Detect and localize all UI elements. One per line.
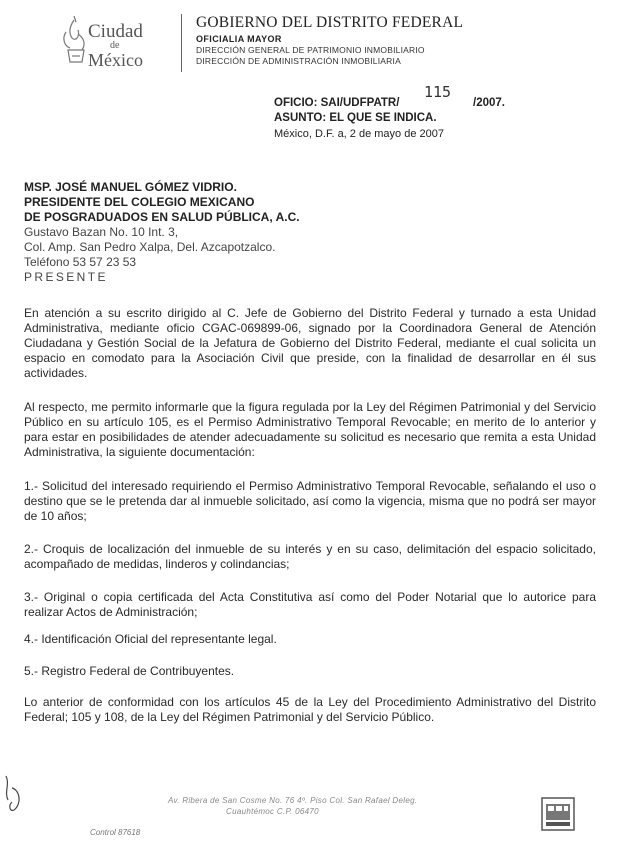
government-title: GOBIERNO DEL DISTRITO FEDERAL bbox=[196, 14, 464, 31]
footer-address-line2: Cuauhtémoc C.P. 06470 bbox=[226, 807, 319, 816]
asunto: ASUNTO: EL QUE SE INDICA. bbox=[274, 112, 437, 124]
paragraph-intro: En atención a su escrito dirigido al C. Jefe de Gobierno del Distrito Federal y turnado a esta Unidad Administrativa, mediante oficio CGAC-069899-06, signado por la Coordinadora General de Atención Ciudadana y Gestión Social de la Jefatura de Gobierno del Distrito Federal, mediante el cual solicita un espacio en comodato para la Asociación Civil que preside, con la finalidad de desarrollar en él sus actividades. bbox=[24, 306, 596, 380]
header-divider bbox=[181, 14, 182, 72]
footer-address-line1: Av. Ribera de San Cosme No. 76 4º. Piso Col. San Rafael Deleg. bbox=[168, 796, 418, 805]
addressee-organization: DE POSGRADUADOS EN SALUD PÚBLICA, A.C. bbox=[24, 210, 300, 224]
paragraph-closing: Lo anterior de conformidad con los artículos 45 de la Ley del Procedimiento Administrativo del Distrito Federal; 105 y 108, de la Ley del Régimen Patrimonial y del Servicio Público. bbox=[24, 695, 596, 724]
logo-line-de: de bbox=[110, 40, 120, 51]
addressee-phone: Teléfono 53 57 23 53 bbox=[24, 255, 137, 269]
directorate-admin: DIRECCIÓN DE ADMINISTRACIÓN INMOBILIARIA bbox=[196, 56, 401, 66]
requirement-5: 5.- Registro Federal de Contribuyentes. bbox=[24, 664, 235, 678]
paragraph-respect: Al respecto, me permito informarle que la figura regulada por la Ley del Régimen Patrimonial y del Servicio Público en su artículo 105, es el Permiso Administrativo Temporal Revocable; en merito de lo anterior y para estar en posibilidades de atender adecuadamente su solicitud es necesario que remita a esta Unidad Administrativa, la siguiente documentación: bbox=[24, 400, 596, 459]
addressee-block bbox=[24, 180, 300, 285]
requirement-2: 2.- Croquis de localización del inmueble de su interés y en su caso, delimitación del espacio solicitado, acompañado de medidas, linderos y colindancias; bbox=[24, 542, 596, 571]
addressee-street: Gustavo Bazan No. 10 Int. 3, bbox=[24, 225, 179, 239]
office-name: OFICIALIA MAYOR bbox=[196, 34, 282, 44]
requirement-3: 3.- Original o copia certificada del Acta Constitutiva así como del Poder Notarial que lo autorice para realizar Actos de Administración; bbox=[24, 590, 596, 619]
footer-seal-icon bbox=[540, 796, 576, 832]
directorate-general: DIRECCIÓN GENERAL DE PATRIMONIO INMOBILIARIO bbox=[196, 45, 425, 55]
greeting: PRESENTE bbox=[24, 270, 108, 284]
logo-wordmark bbox=[88, 22, 143, 70]
oficio-year: /2007. bbox=[473, 97, 505, 109]
oficio-number: 115 bbox=[424, 83, 452, 101]
letter-date: México, D.F. a, 2 de mayo de 2007 bbox=[274, 128, 444, 140]
control-number: Control 87618 bbox=[90, 828, 141, 837]
logo-line-mexico: México bbox=[88, 50, 143, 70]
addressee-name: MSP. JOSÉ MANUEL GÓMEZ VIDRIO. bbox=[24, 180, 237, 194]
signature-mark bbox=[0, 770, 40, 820]
addressee-colony: Col. Amp. San Pedro Xalpa, Del. Azcapotzalco. bbox=[24, 240, 276, 254]
requirement-4: 4.- Identificación Oficial del representante legal. bbox=[24, 632, 277, 646]
requirement-1: 1.- Solicitud del interesado requiriendo el Permiso Administrativo Temporal Revocable, señalando el uso o destino que se le pretenda dar al inmueble solicitado, así como la vigencia, misma que no podrá ser mayor de 10 años; bbox=[24, 479, 596, 523]
oficio-prefix: OFICIO: SAI/UDFPATR/ bbox=[274, 97, 400, 109]
logo-line-ciudad: Ciudad bbox=[88, 21, 143, 42]
addressee-title: PRESIDENTE DEL COLEGIO MEXICANO bbox=[24, 195, 255, 209]
